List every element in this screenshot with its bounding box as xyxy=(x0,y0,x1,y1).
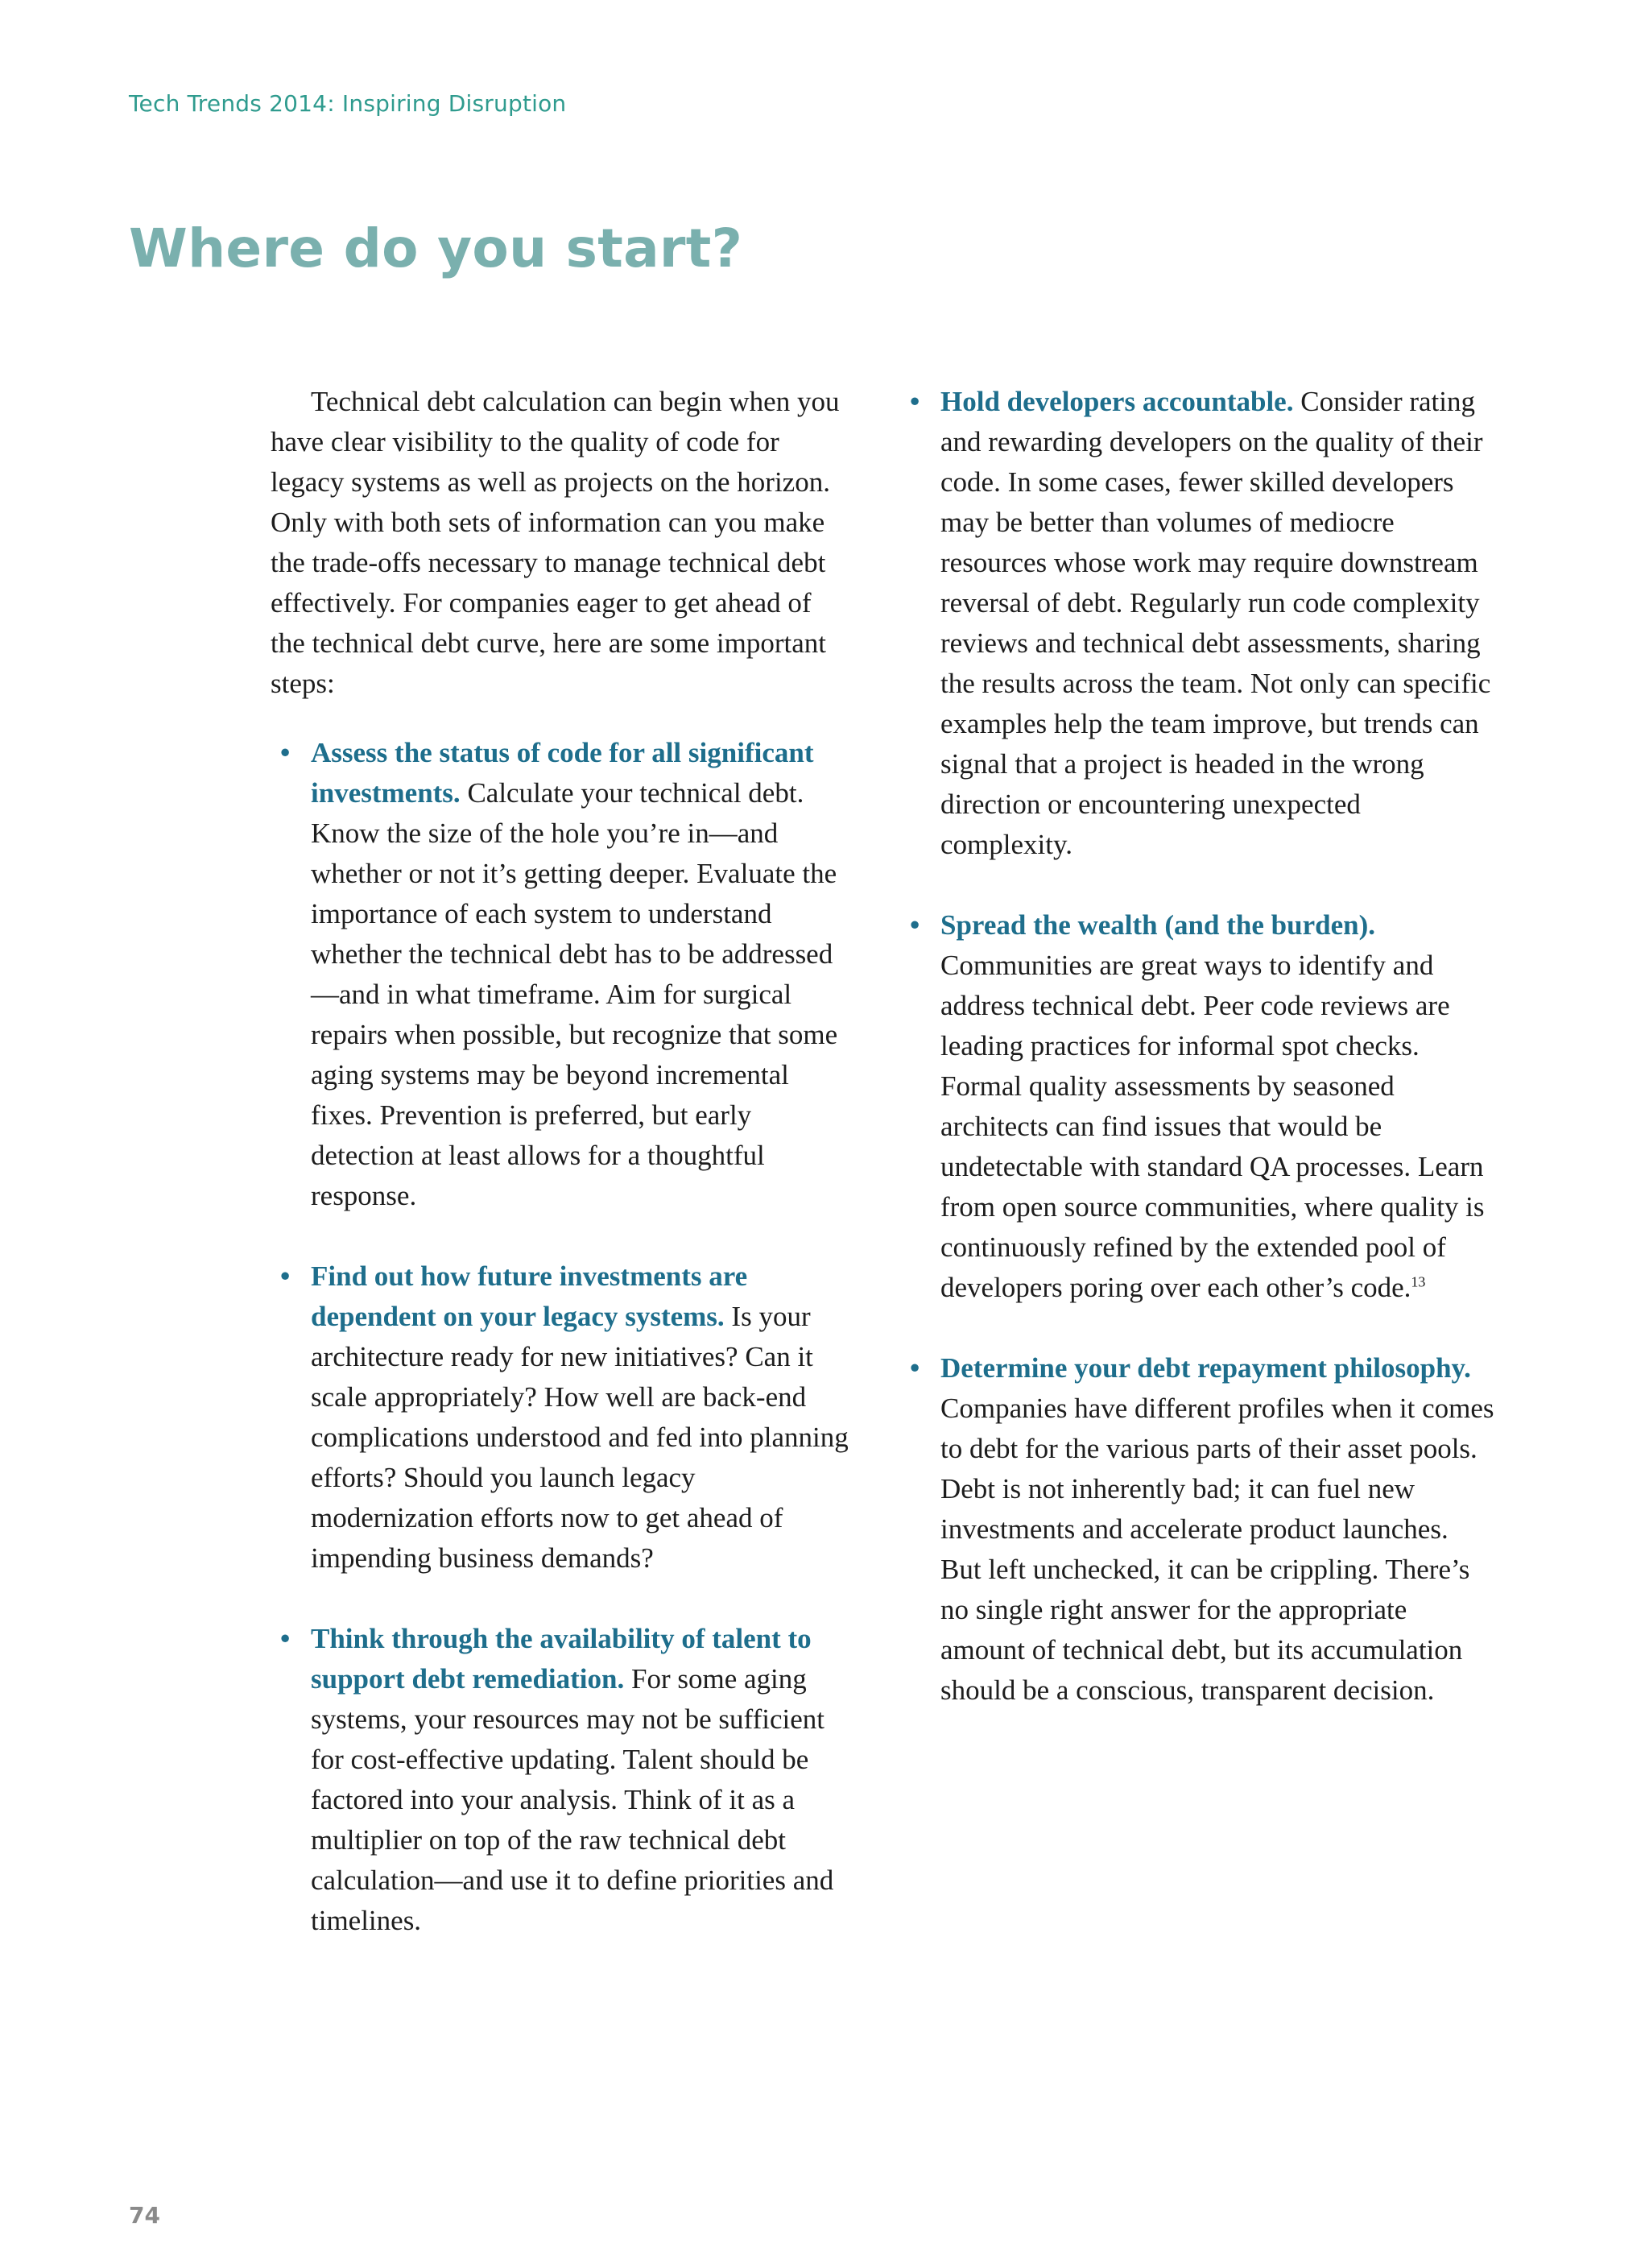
step-text xyxy=(940,382,1496,865)
step-body: Companies have different profiles when it comes to debt for the various parts of their asset pools. Debt is not inherently bad; it can fuel new investments and accelerate product launches. But left unchecked, it can be crippling. There’s no single right answer for the appropriate amount of technical debt, but its accumulation should be a conscious, transparent decision. xyxy=(940,1393,1494,1706)
left-column xyxy=(271,382,849,1981)
bullet-icon: • xyxy=(280,737,291,768)
step-hold-developers-accountable xyxy=(900,382,1496,865)
bullet-icon: • xyxy=(910,386,920,417)
section-title: Where do you start? xyxy=(129,217,743,279)
running-header: Tech Trends 2014: Inspiring Disruption xyxy=(129,90,567,117)
page-number: 74 xyxy=(129,2202,160,2229)
step-lead: Determine your debt repayment philosophy. xyxy=(940,1352,1471,1384)
bullet-icon: • xyxy=(280,1260,291,1292)
step-body: For some aging systems, your resources may not be sufficient for cost-effective updating. Talent should be factored into your analysis. Think of it as a multiplier on top of the raw technical debt calculation—and use it to define priorities and timelines. xyxy=(311,1663,834,1936)
step-text xyxy=(940,1348,1496,1711)
step-body: Is your architecture ready for new initiatives? Can it scale appropriately? How well are back-end complications understood and fed into planning efforts? Should you launch legacy modernization efforts now to get ahead of impending business demands? xyxy=(311,1301,849,1574)
step-future-investments xyxy=(271,1256,849,1579)
step-lead: Spread the wealth (and the burden). xyxy=(940,909,1375,941)
intro-paragraph: Technical debt calculation can begin when you have clear visibility to the quality of code for legacy systems as well as projects on the horizon. Only with both sets of information can you make the trade-offs necessary to manage technical debt effectively. For companies eager to get ahead of the technical debt curve, here are some important steps: xyxy=(271,386,840,699)
right-column xyxy=(900,382,1496,1751)
step-body: Communities are great ways to identify and address technical debt. Peer code reviews are leading practices for informal spot checks. Formal quality assessments by seasoned architects can find issues that would be undetectable with standard QA processes. Learn from open source communities, where quality is continuously refined by the extended pool of developers poring over each other’s code. xyxy=(940,950,1485,1303)
step-assess-status xyxy=(271,733,849,1216)
step-spread-the-wealth xyxy=(900,905,1496,1308)
step-text xyxy=(311,733,849,1216)
step-debt-repayment-philosophy xyxy=(900,1348,1496,1711)
step-text xyxy=(311,1256,849,1579)
step-lead: Find out how future investments are dependent on your legacy systems. xyxy=(311,1260,748,1332)
bullet-icon: • xyxy=(910,1352,920,1384)
step-text xyxy=(311,1619,849,1941)
step-lead: Hold developers accountable. xyxy=(940,386,1294,417)
step-body: Calculate your technical debt. Know the size of the hole you’re in—and whether or not it’s getting deeper. Evaluate the importance of each system to understand whether the technical debt has to be addressed—and in what timeframe. Aim for surgical repairs when possible, but recognize that some aging systems may be beyond incremental fixes. Prevention is preferred, but early detection at least allows for a thoughtful response. xyxy=(311,777,838,1211)
footnote-marker: 13 xyxy=(1411,1273,1426,1290)
step-talent-availability xyxy=(271,1619,849,1941)
bullet-icon: • xyxy=(910,909,920,941)
step-lead: Assess the status of code for all significant investments. xyxy=(311,737,814,809)
step-lead: Think through the availability of talent to support debt remediation. xyxy=(311,1623,812,1695)
bullet-icon: • xyxy=(280,1623,291,1654)
step-text xyxy=(940,905,1496,1308)
step-body: Consider rating and rewarding developers on the quality of their code. In some cases, fewer skilled developers may be better than volumes of mediocre resources whose work may require downstream reversal of debt. Regularly run code complexity reviews and technical debt assessments, sharing the results across the team. Not only can specific examples help the team improve, but trends can signal that a project is headed in the wrong direction or encountering unexpected complexity. xyxy=(940,386,1491,860)
